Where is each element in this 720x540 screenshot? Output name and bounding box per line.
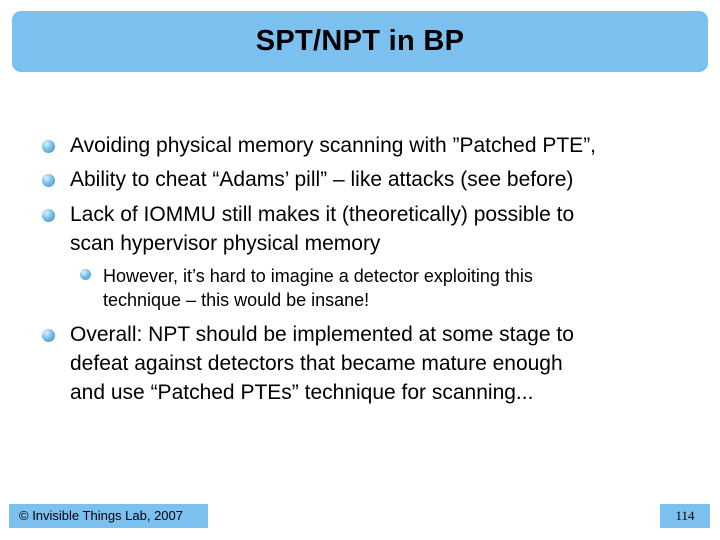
slide-title: SPT/NPT in BP	[255, 25, 465, 57]
bullet-text: technique – this would be insane!	[103, 290, 370, 310]
bullet-text: Lack of IOMMU still makes it (theoretically) possible to	[70, 203, 575, 226]
bullet-icon	[42, 174, 55, 187]
bullet-text: and use “Patched PTEs” technique for scanning...	[70, 381, 534, 404]
bullet-icon	[80, 269, 91, 280]
bullet-text: Ability to cheat “Adams’ pill” – like attacks (see before)	[70, 168, 574, 191]
bullet-item	[70, 323, 574, 405]
footer-copyright: © Invisible Things Lab, 2007	[9, 504, 208, 528]
bullet-item	[70, 134, 596, 158]
bullet-item	[70, 168, 573, 192]
bullet-icon	[42, 329, 55, 342]
bullet-text: Avoiding physical memory scanning with ”Patched PTE”,	[70, 134, 597, 157]
bullet-item	[70, 203, 574, 256]
bullet-icon	[42, 140, 55, 153]
bullet-text: Overall: NPT should be implemented at some stage to	[70, 323, 574, 346]
sub-bullet-item	[103, 264, 533, 312]
bullet-text: defeat against detectors that became mature enough	[70, 352, 563, 375]
page-number: 114	[660, 504, 710, 528]
bullet-text: However, it’s hard to imagine a detector exploiting this	[103, 266, 533, 286]
bullet-text: scan hypervisor physical memory	[70, 232, 381, 255]
bullet-icon	[42, 209, 55, 222]
